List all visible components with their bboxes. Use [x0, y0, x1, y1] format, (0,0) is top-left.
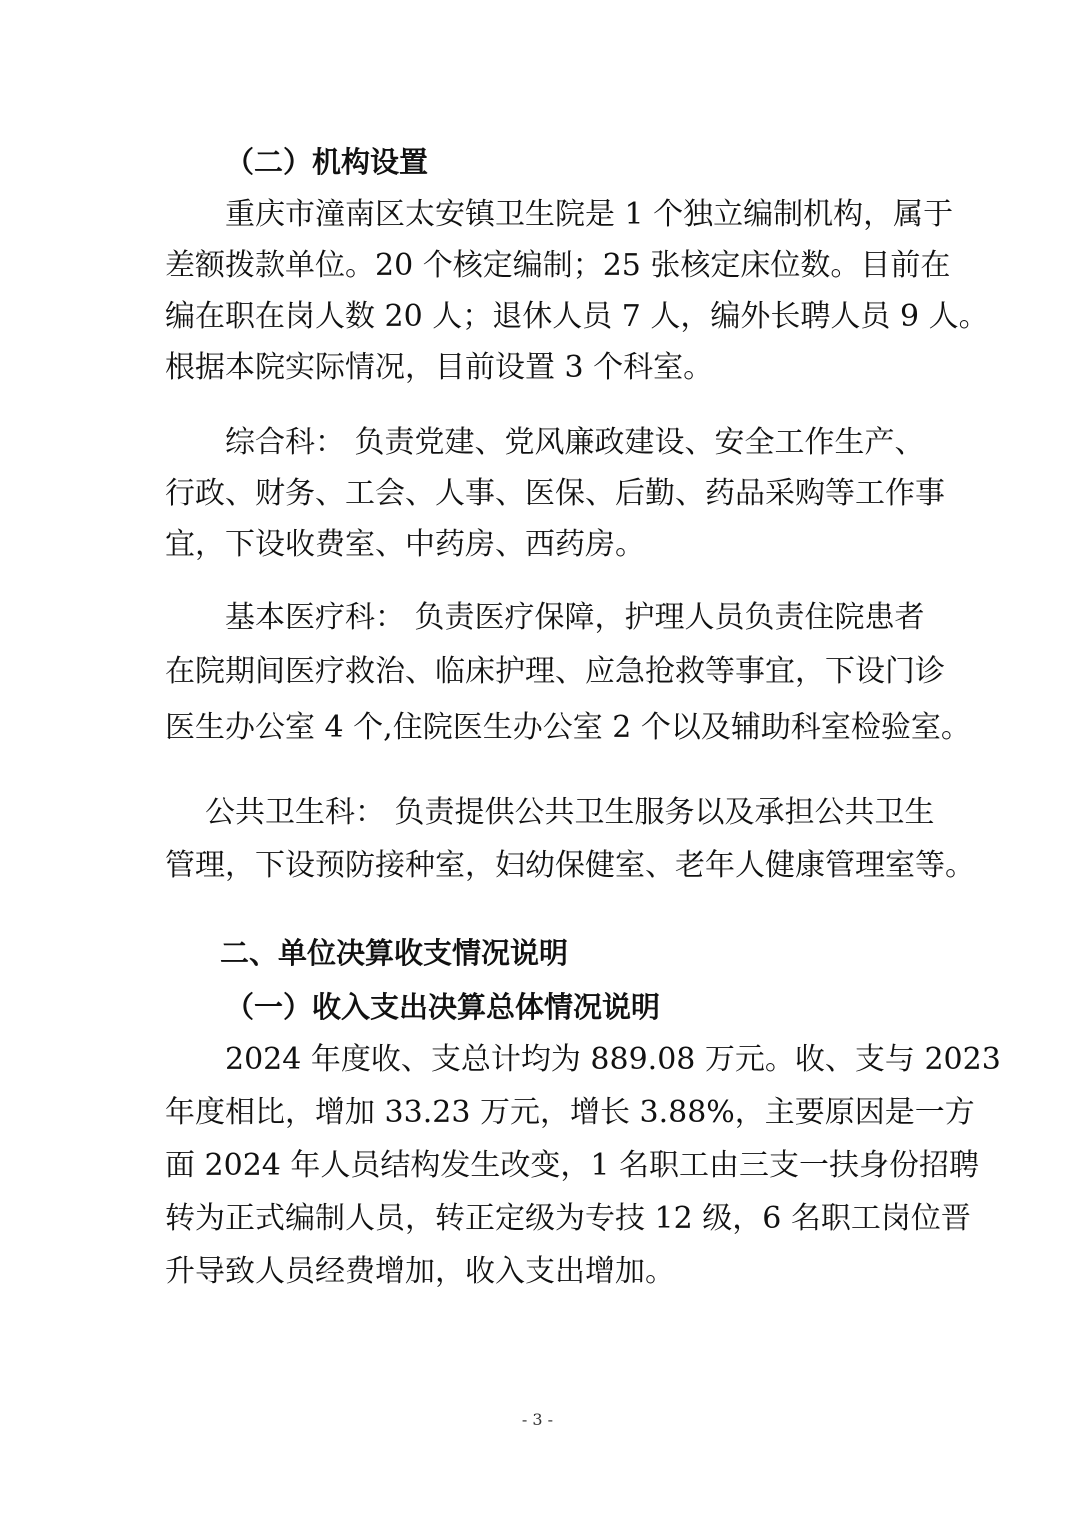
- page-number: - 3 -: [521, 1410, 554, 1429]
- text-line: 宜，下设收费室、中药房、西药房。: [165, 527, 645, 562]
- text-line: 面 2024 年人员结构发生改变，1 名职工由三支一扶身份招聘: [165, 1148, 980, 1183]
- text-line: 公共卫生科： 负责提供公共卫生服务以及承担公共卫生: [205, 795, 935, 830]
- text-line: 差额拨款单位。20 个核定编制；25 张核定床位数。目前在: [165, 248, 951, 283]
- text-line: 重庆市潼南区太安镇卫生院是 1 个独立编制机构，属于: [225, 197, 954, 232]
- section-heading-org: （二）机构设置: [225, 145, 429, 179]
- subsection-heading-overview: （一）收入支出决算总体情况说明: [225, 990, 661, 1024]
- text-line: 年度相比，增加 33.23 万元，增长 3.88%，主要原因是一方: [165, 1095, 975, 1130]
- text-line: 管理，下设预防接种室，妇幼保健室、老年人健康管理室等。: [165, 848, 975, 883]
- text-line: 编在职在岗人数 20 人；退休人员 7 人，编外长聘人员 9 人。: [165, 299, 989, 334]
- section-heading-budget: 二、单位决算收支情况说明: [220, 936, 569, 970]
- text-line: 综合科： 负责党建、党风廉政建设、安全工作生产、: [225, 425, 925, 460]
- text-line: 2024 年度收、支总计均为 889.08 万元。收、支与 2023: [225, 1042, 1001, 1077]
- text-line: 基本医疗科： 负责医疗保障，护理人员负责住院患者: [225, 600, 925, 635]
- text-line: 行政、财务、工会、人事、医保、后勤、药品采购等工作事: [165, 476, 945, 511]
- text-line: 根据本院实际情况，目前设置 3 个科室。: [165, 350, 714, 385]
- text-line: 升导致人员经费增加，收入支出增加。: [165, 1254, 675, 1289]
- text-line: 转为正式编制人员，转正定级为专技 12 级，6 名职工岗位晋: [165, 1201, 971, 1236]
- text-line: 医生办公室 4 个,住院医生办公室 2 个以及辅助科室检验室。: [165, 710, 971, 745]
- text-line: 在院期间医疗救治、临床护理、应急抢救等事宜，下设门诊: [165, 654, 945, 689]
